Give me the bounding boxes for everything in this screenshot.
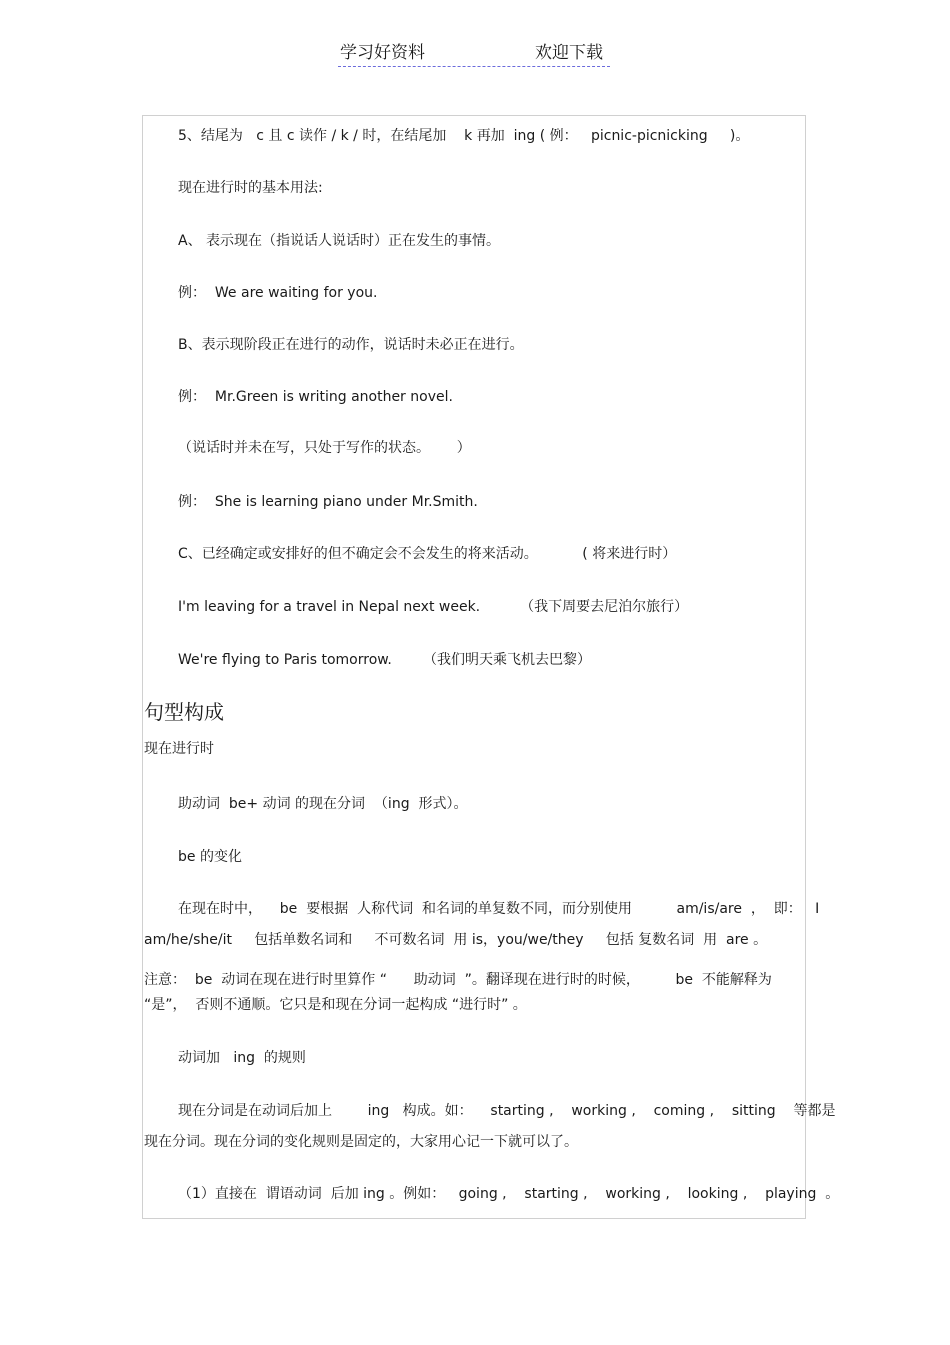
section-heading: 句型构成 [144, 700, 224, 724]
rule-5-text: 5、结尾为 c 且 c 读作 / k / 时，在结尾加 k 再加 ing ( 例： picnic-picnicking )。 [178, 128, 750, 144]
header-left-text: 学习好资料 [340, 43, 425, 63]
structure-text: 助动词 be+ 动词 的现在分词 （ing 形式）。 [178, 796, 468, 812]
header-right-text: 欢迎下载 [535, 43, 603, 63]
section-subheading: 现在进行时 [144, 741, 214, 757]
example-c2-text: We're flying to Paris tomorrow. （我们明天乘飞机去巴黎） [178, 652, 592, 668]
page-header [338, 40, 610, 67]
example-c1-text: I'm leaving for a travel in Nepal next week. （我下周要去尼泊尔旅行） [178, 599, 689, 615]
example-b-text: 例： Mr.Green is writing another novel. [178, 389, 453, 405]
be-rule-line-2: am/he/she/it 包括单数名词和 不可数名词 用 is，you/we/they 包括 复数名词 用 are 。 [144, 932, 768, 948]
usage-b-text: B、表示现阶段正在进行的动作，说话时未必正在进行。 [178, 337, 524, 353]
participle-line-1: 现在分词是在动词后加上 ing 构成。如： starting , working , coming , sitting 等都是 [178, 1103, 836, 1119]
note-line-2: “是”， 否则不通顺。它只是和现在分词一起构成 “进行时” 。 [144, 997, 527, 1013]
example-a-text: 例： We are waiting for you. [178, 285, 378, 301]
example-b2-text: 例： She is learning piano under Mr.Smith. [178, 494, 478, 510]
be-rule-line-1: 在现在时中， be 要根据 人称代词 和名词的单复数不同，而分别使用 am/is/are ， 即： I [178, 901, 820, 917]
participle-line-2: 现在分词。现在分词的变化规则是固定的，大家用心记一下就可以了。 [144, 1134, 578, 1150]
usage-c-text: C、已经确定或安排好的但不确定会不会发生的将来活动。 ( 将来进行时） [178, 546, 677, 562]
be-change-title: be 的变化 [178, 849, 242, 865]
rule-1-text: （1）直接在 谓语动词 后加 ing 。例如： going , starting , working , looking , playing 。 [178, 1186, 840, 1202]
usage-a-text: A、 表示现在（指说话人说话时）正在发生的事情。 [178, 233, 501, 249]
basic-usage-title: 现在进行时的基本用法: [178, 180, 323, 196]
ing-rules-title: 动词加 ing 的规则 [178, 1050, 306, 1066]
note-line-1: 注意： be 动词在现在进行时里算作 “ 助动词 ”。翻译现在进行时的时候， be 不能解释为 [144, 972, 772, 988]
note-b-text: （说话时并未在写，只处于写作的状态。 ） [178, 440, 471, 456]
